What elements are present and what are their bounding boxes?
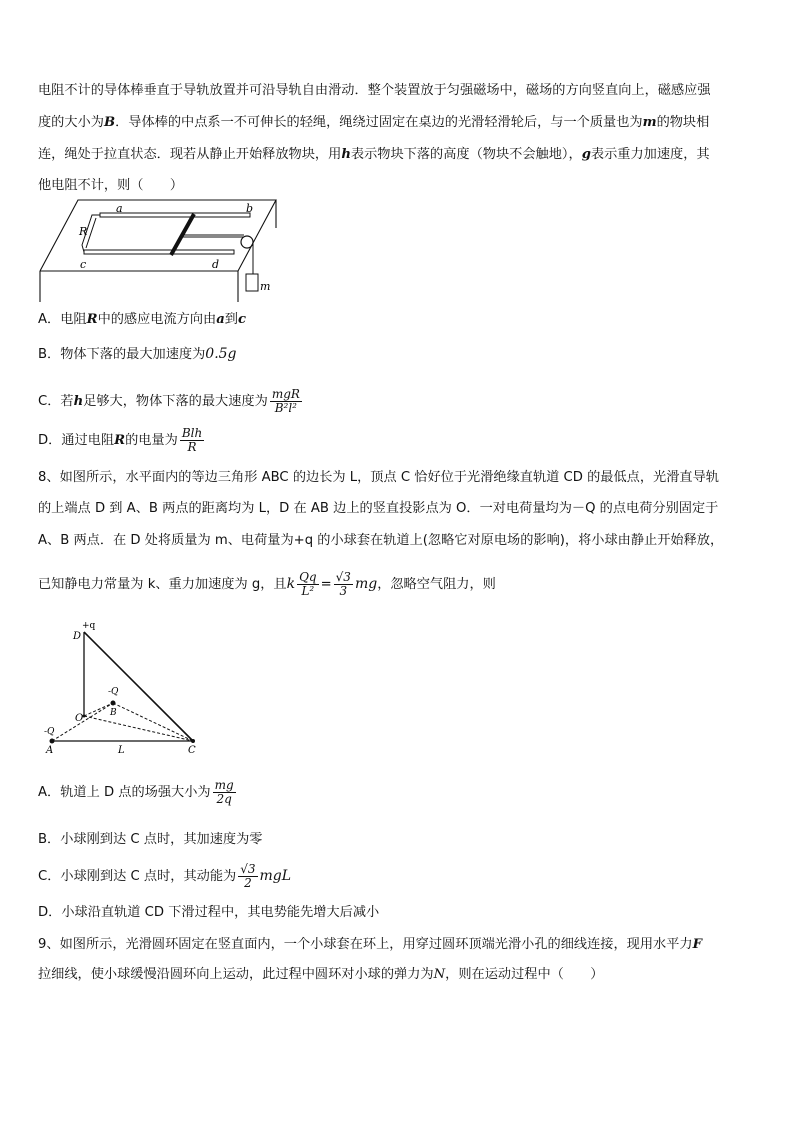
var-R: R	[86, 312, 98, 327]
numerator: mgR	[271, 386, 300, 401]
text: 表示物块下落的高度（物块不会触地），	[350, 147, 582, 162]
text: 连，绳处于拉直状态．现若从静止开始释放物块，用	[38, 147, 342, 162]
text: ，忽略空气阻力，则	[377, 577, 496, 592]
var-m: m	[642, 115, 657, 130]
denominator: 2	[244, 875, 252, 890]
text: 已知静电力常量为 k、重力加速度为 g，且	[38, 577, 287, 592]
q8-option-d: D．小球沿直轨道 CD 下滑过程中，其电势能先增大后减小	[38, 905, 380, 920]
numerator: Qq	[299, 569, 317, 584]
text: D．通过电阻	[38, 433, 115, 448]
q7-option-a	[38, 311, 760, 329]
fraction	[297, 571, 319, 598]
fraction	[180, 427, 204, 454]
q8-figure	[38, 618, 208, 758]
q8-option-b: B．小球刚到达 C 点时，其加速度为零	[38, 832, 263, 847]
var-h: h	[73, 394, 84, 409]
text: 拉细线，使小球缓慢沿圆环向上运动，此过程中圆环对小球的弹力为	[38, 967, 434, 982]
var-h: h	[341, 147, 351, 162]
denominator: B²l²	[274, 400, 297, 415]
label-c: c	[80, 258, 87, 271]
label-C: C	[188, 745, 196, 756]
equals: =	[320, 577, 332, 592]
q7-stem-line1: 电阻不计的导体棒垂直于导轨放置并可沿导轨自由滑动．整个装置放于匀强磁场中，磁场的方向竖直向上，磁感应强	[38, 83, 711, 98]
q8-line2: 的上端点 D 到 A、B 两点的距离均为 L，D 在 AB 边上的竖直投影点为 O．一对电荷量均为－Q 的点电荷分别固定于	[38, 501, 719, 516]
denominator: 2q	[216, 791, 232, 806]
formula: 0.5g	[205, 346, 237, 362]
denominator: L²	[301, 583, 315, 598]
label-O: O	[75, 713, 84, 724]
var-g: g	[581, 147, 591, 162]
text: A．电阻	[38, 312, 87, 327]
text: A．轨道上 D 点的场强大小为	[38, 785, 211, 800]
label-minus-Q-B: -Q	[108, 687, 119, 697]
q8-option-a	[38, 773, 760, 813]
var-R: R	[114, 433, 126, 448]
q7-stem-line3	[38, 146, 760, 164]
label-a: a	[116, 202, 123, 215]
fraction	[213, 779, 236, 806]
fraction	[334, 571, 353, 598]
label-d: d	[212, 258, 220, 271]
var-k: k	[286, 576, 296, 592]
label-R: R	[79, 225, 88, 238]
q8-line3: A、B 两点．在 D 处将质量为 m、电荷量为+q 的小球套在轨道上(忽略它对原电场的影响)，将小球由静止开始释放，	[38, 533, 724, 548]
var-c: c	[237, 312, 247, 327]
var-a: a	[216, 312, 225, 327]
q8-line4	[38, 562, 760, 607]
text: C．若	[38, 394, 74, 409]
var-N: N	[433, 967, 446, 982]
q7-figure	[38, 198, 278, 306]
q7-option-c	[38, 382, 760, 422]
label-plus-q: +q	[82, 621, 96, 631]
numerator: √3	[335, 569, 351, 584]
var-B: B	[103, 115, 116, 130]
text: 表示重力加速度，其	[590, 147, 710, 162]
var-F: F	[692, 937, 702, 952]
label-b: b	[246, 202, 254, 215]
numerator: √3	[240, 861, 256, 876]
text: 到	[224, 312, 238, 327]
q9-line2	[38, 966, 760, 984]
q7-option-b	[38, 345, 760, 364]
numerator: Blh	[181, 425, 203, 440]
text: 的物块相	[656, 115, 710, 130]
text: 9、如图所示，光滑圆环固定在竖直面内，一个小球套在环上，用穿过圆环顶端光滑小孔的细线连接，现用水平力	[38, 937, 693, 952]
label-m: m	[260, 280, 271, 293]
denominator: R	[187, 439, 197, 454]
fraction	[270, 388, 302, 415]
label-B: B	[110, 708, 117, 718]
q7-stem-line2	[38, 114, 760, 132]
text: 足够大，物体下落的最大速度为	[83, 394, 268, 409]
label-A: A	[46, 745, 54, 756]
text: C．小球刚到达 C 点时，其动能为	[38, 869, 237, 884]
formula: mgL	[259, 868, 292, 884]
q9-line1	[38, 936, 760, 954]
q8-option-c	[38, 856, 760, 897]
q7-stem-line4: 他电阻不计，则（ ）	[38, 178, 184, 193]
text: ．导体棒的中点系一不可伸长的轻绳，绳绕过固定在桌边的光滑轻滑轮后，与一个质量也为	[115, 115, 643, 130]
denominator: 3	[339, 583, 348, 598]
text: 度的大小为	[38, 115, 104, 130]
text: B．物体下落的最大加速度为	[38, 347, 206, 362]
label-minus-Q-A: -Q	[44, 727, 55, 737]
label-L: L	[118, 745, 125, 756]
numerator: mg	[214, 777, 234, 792]
text: 中的感应电流方向由	[97, 312, 217, 327]
q7-option-d	[38, 421, 760, 461]
label-D: D	[73, 631, 82, 642]
text: 的电量为	[125, 433, 178, 448]
fraction	[238, 863, 257, 890]
formula: mg	[354, 576, 378, 592]
text: ，则在运动过程中（ ）	[445, 967, 604, 982]
q8-line1: 8、如图所示，水平面内的等边三角形 ABC 的边长为 L，顶点 C 恰好位于光滑绝缘直轨道 CD 的最低点，光滑直导轨	[38, 470, 719, 485]
